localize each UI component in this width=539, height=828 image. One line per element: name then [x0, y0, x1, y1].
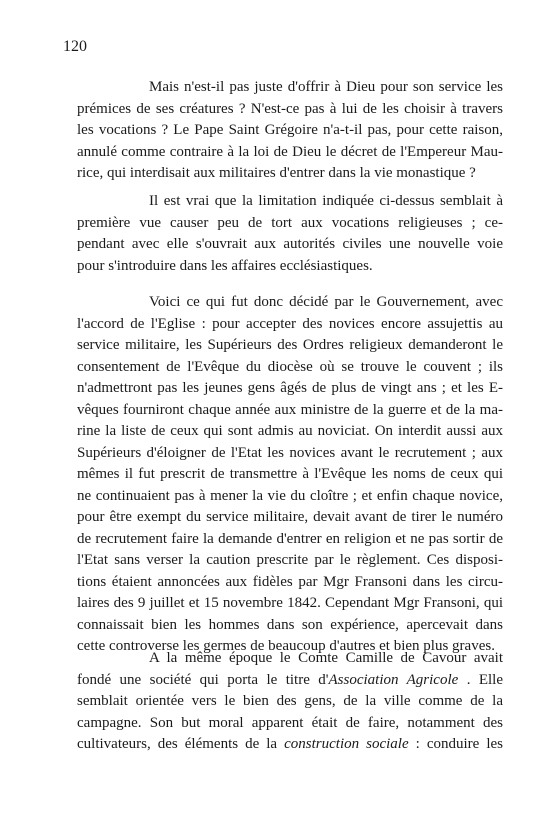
text-line: de recrutement faire la demande d'entrer en religion et ne pas sortir de — [77, 530, 503, 547]
text-line: Mais n'est-il pas juste d'offrir à Dieu pour son service les — [149, 79, 503, 95]
text-line: laires des 9 juillet et 15 novembre 1842. Cependant Mgr Fransoni, qui — [77, 595, 503, 611]
text-line: première vue causer peu de tort aux vocations religieuses ; ce- — [77, 214, 503, 231]
text-line: A la même époque le Comte Camille de Cavour avait — [149, 650, 503, 666]
text-line: cette controverse les germes de beaucoup d'autres et bien plus graves. — [77, 638, 495, 654]
text-line: l'accord de l'Eglise : pour accepter des novices encore assujettis au — [77, 315, 503, 332]
text-line: vêques fourniront chaque année aux ministre de la guerre et de la ma- — [77, 401, 503, 418]
text-line: mêmes il fut prescrit de transmettre à l'Evêque les noms de ceux qui — [77, 466, 503, 482]
text-segment: . Elle — [458, 671, 503, 688]
text-line: semblait orientée vers le bien des gens, de la ville comme de la — [77, 693, 503, 709]
paragraph-2 — [77, 191, 503, 277]
text-line: rice, qui interdisait aux militaires d'entrer dans la vie monastique ? — [77, 165, 476, 181]
text-line: l'Etat sans verser la caution prescrite par le règlement. Ces disposi- — [77, 552, 503, 568]
text-line: annulé comme contraire à la loi de Dieu le décret de l'Empereur Mau- — [77, 143, 503, 160]
text-line: prémices de ses créatures ? N'est-ce pas à lui de les choisir à travers — [77, 100, 503, 117]
italic-title: Association Agricole — [328, 671, 459, 688]
text-line: rine la liste de ceux qui sont admis au noviciat. On interdit aussi aux — [77, 423, 503, 439]
text-line: les vocations ? Le Pape Saint Grégoire n'a-t-il pas, pour cette raison, — [77, 122, 503, 138]
text-line: n'admettront pas les jeunes gens âgés de plus de vingt ans ; et les E- — [77, 380, 503, 396]
text-line — [77, 670, 503, 692]
text-line — [77, 734, 503, 756]
text-line: Il est vrai que la limitation indiquée ci-dessus semblait à — [149, 193, 503, 209]
text-segment: cultivateurs, des éléments de la — [77, 736, 285, 752]
text-line: Supérieurs d'éloigner de l'Etat les novices avant le recrutement ; aux — [77, 444, 503, 461]
text-line: consentement de l'Evêque du diocèse où se trouve le couvent ; ils — [77, 358, 503, 375]
text-line: tions étaient annoncées aux fidèles par Mgr Fransoni dans les circu- — [77, 573, 503, 590]
text-line: service militaire, les Supérieurs des Ordres religieux demanderont le — [77, 337, 503, 353]
page-number: 120 — [63, 38, 87, 55]
text-segment: fondé une société qui porta le titre d' — [77, 671, 329, 688]
paragraph-1 — [77, 77, 503, 185]
text-line: pour être exempt du service militaire, devait avant de tirer le numéro — [77, 509, 503, 525]
text-line: ne continuaient pas à mener la vie du cloître ; et enfin chaque novice, — [77, 487, 503, 504]
text-line: pour s'introduire dans les affaires ecclésiastiques. — [77, 257, 373, 274]
text-line: pendant avec elle s'ouvrait aux autorités civiles une nouvelle voie — [77, 236, 503, 252]
italic-phrase: construction sociale — [284, 736, 409, 752]
text-line: connaissait bien les hommes dans son expérience, apercevait dans — [77, 616, 503, 633]
text-segment: : conduire les — [408, 736, 503, 752]
text-line: campagne. Son but moral apparent était de faire, notamment des — [77, 714, 503, 731]
paragraph-4 — [77, 648, 503, 756]
paragraph-3 — [77, 292, 503, 658]
text-line: Voici ce qui fut donc décidé par le Gouvernement, avec — [149, 294, 503, 310]
